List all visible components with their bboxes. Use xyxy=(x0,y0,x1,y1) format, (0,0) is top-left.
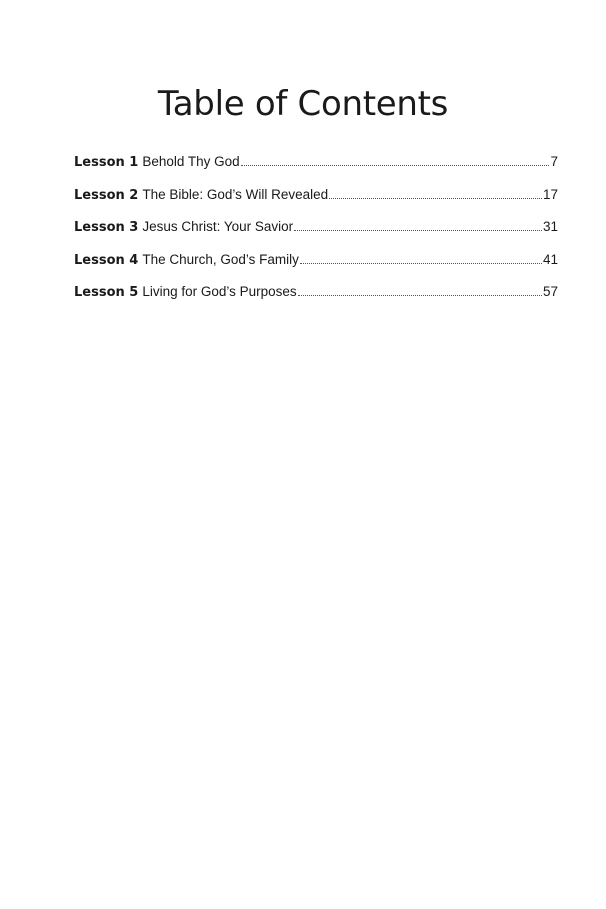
lesson-title: Living for God’s Purposes xyxy=(142,284,297,299)
lesson-number: Lesson 4 xyxy=(74,252,139,268)
lesson-number: Lesson 3 xyxy=(74,220,139,235)
lesson-title: Jesus Christ: Your Savior xyxy=(142,219,294,234)
lesson-number: Lesson 5 xyxy=(74,285,139,300)
page-number: 41 xyxy=(542,251,558,267)
page-number: 57 xyxy=(542,284,558,299)
dot-leader xyxy=(329,189,542,199)
dot-leader xyxy=(241,156,550,166)
lesson-title: Behold Thy God xyxy=(142,154,240,169)
dot-leader xyxy=(294,221,542,231)
lesson-number: Lesson 1 xyxy=(74,155,139,170)
lesson-number: Lesson 2 xyxy=(74,187,139,203)
toc-entry-lesson-1 xyxy=(74,152,558,185)
table-of-contents xyxy=(74,152,558,315)
toc-entry-lesson-3 xyxy=(74,217,558,250)
page-number: 31 xyxy=(542,219,558,234)
toc-entry-lesson-5 xyxy=(74,282,558,315)
dot-leader xyxy=(298,286,542,296)
dot-leader xyxy=(300,254,542,264)
page-number: 7 xyxy=(550,154,558,169)
page-title: Table of Contents xyxy=(157,84,449,124)
toc-entry-lesson-2 xyxy=(74,185,558,218)
page-number: 17 xyxy=(542,186,558,202)
lesson-title: The Bible: God’s Will Revealed xyxy=(142,186,329,202)
toc-entry-lesson-4 xyxy=(74,250,558,283)
lesson-title: The Church, God’s Family xyxy=(142,251,299,267)
